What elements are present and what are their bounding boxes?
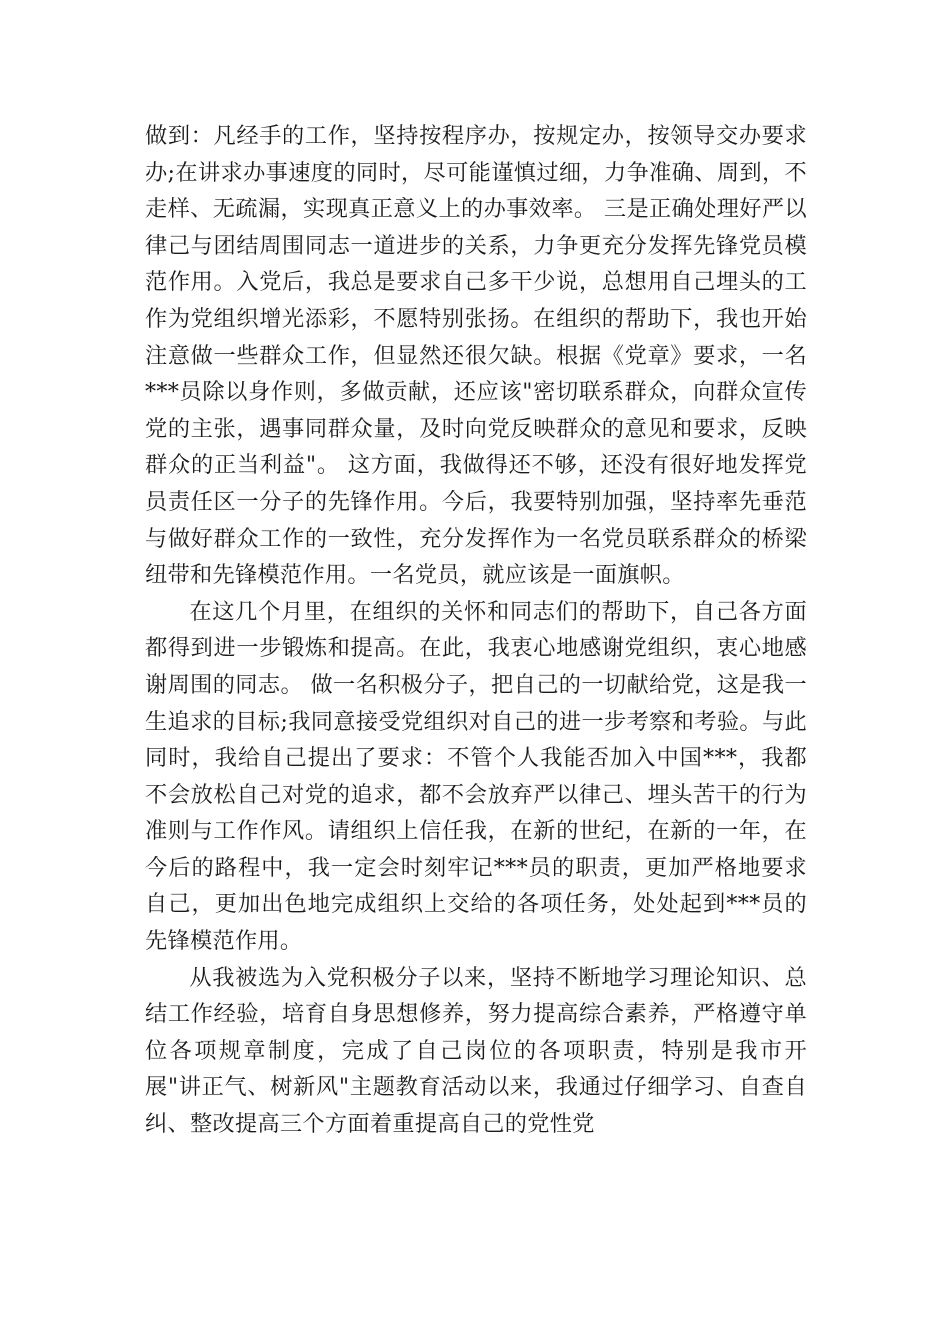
- paragraph-2: 在这几个月里，在组织的关怀和同志们的帮助下，自己各方面都得到进一步锻炼和提高。在此，我衷心地感谢党组织，衷心地感谢周围的同志。 做一名积极分子，把自己的一切献给党，这是我一生追求的目标;我同意接受党组织对自己的进一步考察和考验。与此同时，我给自己提出了要求：不管个人我能否加入中国***，我都不会放松自己对党的追求，都不会放弃严以律己、埋头苦干的行为准则与工作作风。请组织上信任我，在新的世纪，在新的一年，在今后的路程中，我一定会时刻牢记***员的职责，更加严格地要求自己，更加出色地完成组织上交给的各项任务，处处起到***员的先锋模范作用。: [145, 598, 807, 955]
- paragraph-1: 做到：凡经手的工作，坚持按程序办，按规定办，按领导交办要求办;在讲求办事速度的同时，尽可能谨慎过细，力争准确、周到，不走样、无疏漏，实现真正意义上的办事效率。 三是正确处理好严以律己与团结周围同志一道进步的关系，力争更充分发挥先锋党员模范作用。入党后，我总是要求自己多干少说，总想用自己埋头的工作为党组织增光添彩，不愿特别张扬。在组织的帮助下，我也开始注意做一些群众工作，但显然还很欠缺。根据《党章》要求，一名***员除以身作则，多做贡献，还应该"密切联系群众，向群众宣传党的主张，遇事同群众量，及时向党反映群众的意见和要求，反映群众的正当利益"。 这方面，我做得还不够，还没有很好地发挥党员责任区一分子的先锋作用。今后，我要特别加强，坚持率先垂范与做好群众工作的一致性，充分发挥作为一名党员联系群众的桥梁纽带和先锋模范作用。一名党员，就应该是一面旗帜。: [145, 123, 807, 589]
- paragraph-3: 从我被选为入党积极分子以来，坚持不断地学习理论知识、总结工作经验，培育自身思想修养，努力提高综合素养，严格遵守单位各项规章制度，完成了自己岗位的各项职责，特别是我市开展"讲正气、树新风"主题教育活动以来，我通过仔细学习、自查自纠、整改提高三个方面着重提高自己的党性党: [145, 964, 807, 1138]
- document-body: [145, 118, 807, 1143]
